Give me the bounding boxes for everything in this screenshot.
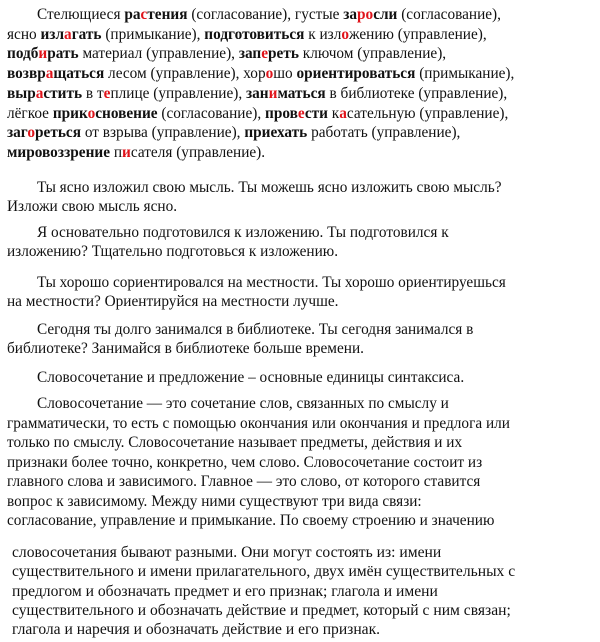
sentence-paragraph-1	[7, 178, 502, 216]
word-part: реть	[268, 45, 299, 63]
word-part: за	[343, 6, 358, 23]
text-line: Словосочетание — это сочетание слов, связанных по смыслу и	[37, 395, 449, 412]
word-part: реться	[35, 124, 81, 142]
highlighted-letter: а	[339, 104, 347, 122]
highlighted-letter: е	[261, 45, 269, 63]
text-line: изложению? Тщательно подготовься к изложению.	[7, 243, 339, 260]
highlighted-letter: а	[45, 65, 54, 83]
text-line: библиотеке? Занимайся в библиотеке больше времени.	[7, 340, 364, 357]
text-line: существительного и обозначать действие и предмет, который с ним связан;	[12, 601, 511, 619]
word-part: ориентироваться	[296, 65, 416, 83]
sentence-paragraph-3	[7, 273, 506, 311]
text-run: к	[327, 104, 340, 122]
text-run: в т	[82, 84, 104, 102]
phrase-line-6	[7, 104, 514, 124]
word-part: прик	[52, 104, 88, 122]
text-run: жению (управление),	[349, 25, 487, 43]
phrases-paragraph	[7, 5, 514, 163]
phrase-line-8	[7, 143, 514, 163]
highlighted-letter: р	[357, 6, 366, 23]
text-run: п	[110, 143, 123, 161]
text-run: Стелющиеся	[37, 6, 125, 23]
highlighted-letter: о	[87, 104, 96, 122]
text-run: материал (управление),	[78, 45, 239, 63]
text-run: ясно	[7, 25, 41, 43]
section-heading	[37, 368, 464, 387]
word-part: ра	[124, 6, 141, 23]
phrase-line-2	[7, 25, 514, 45]
text-run: в библиотеке (управление),	[325, 84, 508, 102]
text-line: согласование, управление и примыкание. По своему строению и значению	[7, 512, 495, 529]
text-line: на местности? Ориентируйся на местности лучше.	[7, 293, 339, 310]
word-part: заг	[7, 124, 28, 142]
phrase-line-5	[7, 84, 514, 104]
text-run: (примыкание),	[415, 65, 515, 83]
text-line: вопрос к зависимому. Между ними существуют три вида связи:	[7, 492, 422, 510]
word-part: стить	[43, 84, 83, 102]
word-part: изл	[40, 25, 65, 43]
highlighted-letter: с	[140, 6, 148, 23]
text-line: главного слова и зависимого. Главное — это слово, от которого ставится	[7, 473, 481, 490]
word-part: гать	[71, 25, 102, 43]
word-part: тения	[147, 6, 188, 23]
highlighted-letter: и	[38, 45, 48, 63]
highlighted-letter: о	[27, 124, 36, 142]
text-run: (согласование),	[157, 104, 265, 122]
highlighted-letter: о	[341, 25, 350, 43]
phrase-line-4	[7, 64, 514, 84]
highlighted-letter: е	[297, 104, 305, 122]
heading-text: Словосочетание и предложение – основные единицы синтаксиса.	[37, 369, 465, 386]
text-line: глагола и наречия и обозначать действие и его признак.	[12, 621, 381, 639]
tail-paragraph	[12, 543, 515, 639]
word-part: рать	[47, 45, 79, 63]
text-run: ключом (управление),	[298, 45, 447, 63]
text-run: (согласование), густые	[187, 6, 344, 23]
text-run: работать (управление),	[307, 124, 461, 142]
word-part: сти	[304, 104, 328, 122]
text-run: плице (управление),	[110, 84, 246, 102]
text-line: Ты ясно изложил свою мысль. Ты можешь ясно изложить свою мысль?	[37, 179, 502, 196]
highlighted-letter: и	[122, 143, 131, 161]
highlighted-letter: о	[265, 65, 274, 83]
text-line: Я основательно подготовился к изложению. Ты подготовился к	[37, 224, 449, 241]
word-part: возвр	[7, 65, 46, 83]
highlighted-letter: о	[365, 6, 374, 23]
word-part: мировоззрение	[7, 143, 111, 161]
word-part: подб	[7, 45, 39, 63]
text-run: сателя (управление).	[130, 143, 266, 161]
text-run: шо	[273, 65, 297, 83]
sentence-paragraph-4	[7, 320, 473, 358]
phrase-line-1	[7, 5, 514, 25]
text-line: предлогом и обозначать предмет и его признак; глагола и имени	[12, 582, 438, 600]
text-run: к изл	[304, 25, 342, 43]
text-line: существительного и имени прилагательного, двух имён существительных с	[12, 563, 516, 581]
text-run: сательную (управление),	[346, 104, 509, 122]
word-part: приехать	[244, 124, 308, 142]
text-line: только по смыслу. Словосочетание называет предметы, действия и их	[7, 434, 463, 451]
text-line: словосочетания бывают разными. Они могут состоять из: имени	[12, 544, 442, 561]
text-line: грамматически, то есть с помощью окончания или окончания и предлога или	[7, 414, 510, 432]
highlighted-letter: а	[64, 25, 72, 43]
word-part: сновение	[95, 104, 158, 122]
word-part: маться	[277, 84, 326, 102]
text-run: лесом (управление), хор	[104, 65, 266, 83]
sentence-paragraph-2	[7, 223, 449, 261]
text-run: (согласование),	[397, 6, 501, 23]
text-line: признаки более точно, конкретно, чем слово. Словосочетание состоит из	[7, 453, 483, 471]
word-part: щаться	[53, 65, 105, 83]
text-line: Изложи свою мысль ясно.	[7, 198, 178, 215]
word-part: пров	[265, 104, 298, 122]
highlighted-letter: а	[35, 84, 44, 102]
theory-paragraph	[7, 394, 510, 531]
highlighted-letter: и	[268, 84, 278, 102]
text-run: лёгкое	[7, 104, 53, 122]
phrase-line-7	[7, 123, 514, 143]
text-line: Ты хорошо сориентировался на местности. Ты хорошо ориентируешься	[37, 274, 506, 291]
word-part: выр	[7, 84, 36, 102]
word-part: зап	[238, 45, 262, 63]
word-part: зан	[246, 84, 269, 102]
phrase-line-3	[7, 44, 514, 64]
word-part: подготовиться	[204, 25, 305, 43]
highlighted-letter: е	[103, 84, 111, 102]
word-part: сли	[373, 6, 398, 23]
text-run: (примыкание),	[101, 25, 205, 43]
text-run: от взрыва (управление),	[81, 124, 245, 142]
text-line: Сегодня ты долго занимался в библиотеке. Ты сегодня занимался в	[37, 321, 474, 338]
